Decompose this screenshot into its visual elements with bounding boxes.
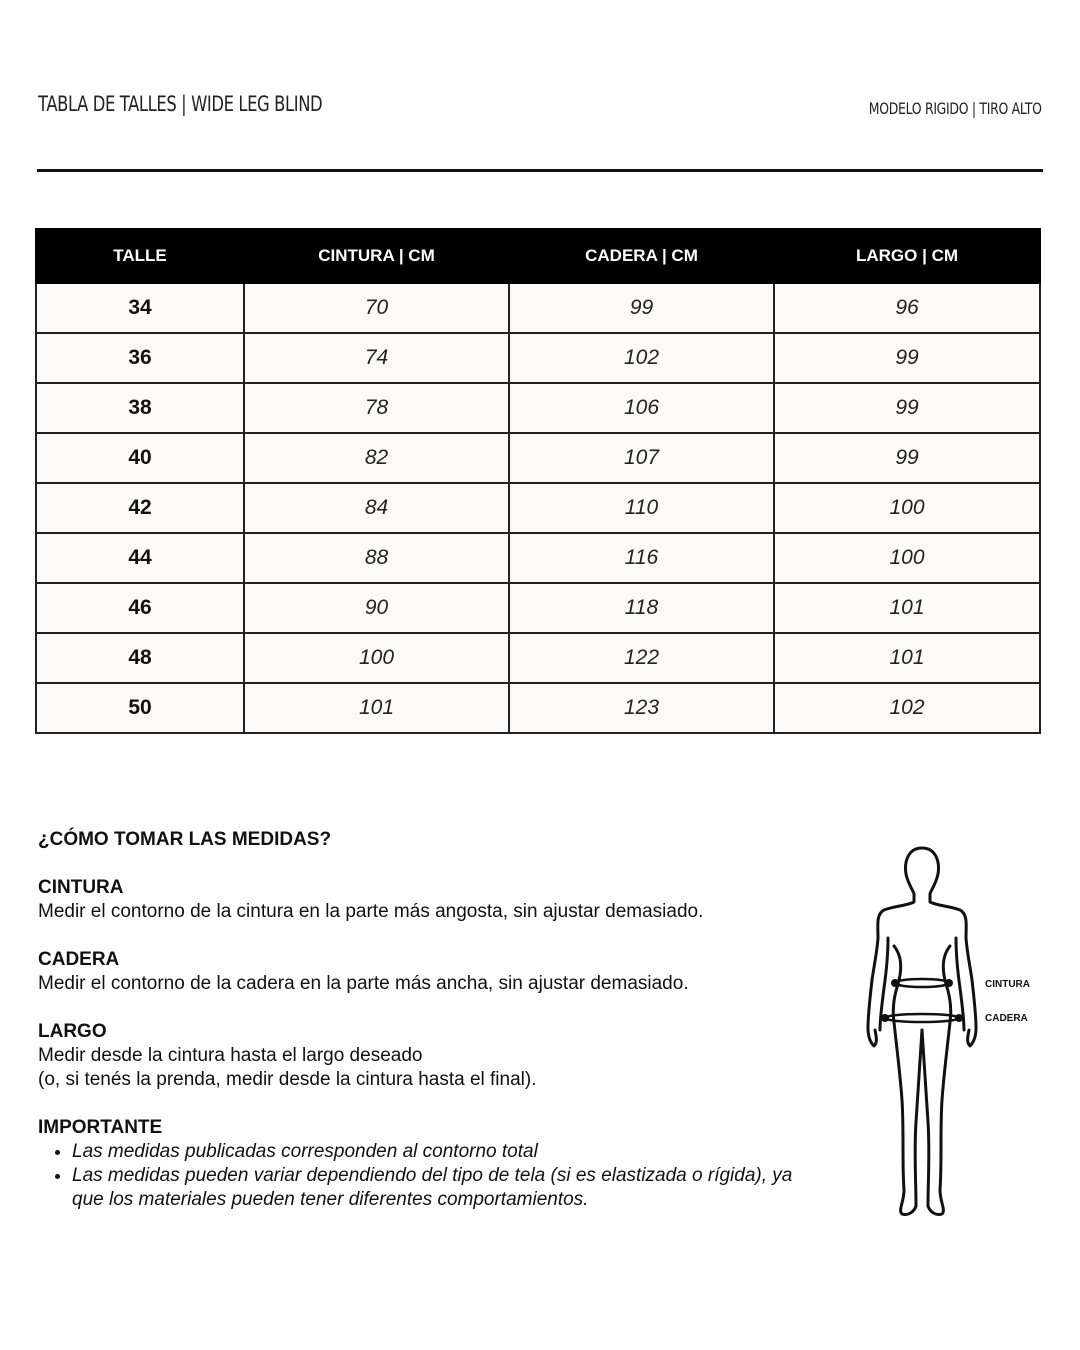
cintura-cell: 101 [244,683,509,733]
cintura-label: CINTURA [985,979,1030,990]
column-header-largo: LARGO | CM [774,229,1040,283]
measuring-instructions [38,828,828,1212]
list-item: • Las medidas pueden variar dependiendo del tipo de tela (si es elastizada o rígida), ya que los materiales pueden tener diferentes comportamientos. [72,1164,828,1212]
largo-cell: 100 [774,533,1040,583]
size-cell: 36 [36,333,244,383]
cadera-cell: 110 [509,483,774,533]
largo-section [38,1020,828,1092]
column-header-cintura: CINTURA | CM [244,229,509,283]
largo-cell: 99 [774,333,1040,383]
header-divider [37,169,1043,172]
table-row [36,533,1040,583]
cintura-text: Medir el contorno de la cintura en la parte más angosta, sin ajustar demasiado. [38,901,704,922]
table-row [36,433,1040,483]
size-cell: 38 [36,383,244,433]
importante-heading: IMPORTANTE [38,1117,163,1138]
list-item: • Las medidas publicadas corresponden al contorno total [72,1140,828,1164]
table-row [36,633,1040,683]
cadera-cell: 123 [509,683,774,733]
column-header-cadera: CADERA | CM [509,229,774,283]
cintura-cell: 74 [244,333,509,383]
largo-text-line-1: Medir desde la cintura hasta el largo deseado [38,1045,423,1066]
cintura-cell: 70 [244,283,509,333]
table-row [36,583,1040,633]
size-cell: 48 [36,633,244,683]
cintura-cell: 100 [244,633,509,683]
cadera-cell: 102 [509,333,774,383]
cadera-cell: 122 [509,633,774,683]
size-cell: 34 [36,283,244,333]
size-cell: 42 [36,483,244,533]
cintura-heading: CINTURA [38,877,124,898]
largo-cell: 99 [774,383,1040,433]
body-measurement-figure [858,842,1048,1222]
largo-cell: 96 [774,283,1040,333]
cintura-cell: 84 [244,483,509,533]
cadera-heading: CADERA [38,949,120,970]
cadera-cell: 106 [509,383,774,433]
cintura-cell: 88 [244,533,509,583]
largo-cell: 101 [774,633,1040,683]
instructions-title: ¿CÓMO TOMAR LAS MEDIDAS? [38,829,332,850]
cadera-text: Medir el contorno de la cadera en la parte más ancha, sin ajustar demasiado. [38,973,689,994]
table-row [36,483,1040,533]
size-table-header-row [36,229,1040,283]
cadera-section [38,948,828,996]
table-row [36,333,1040,383]
cintura-section [38,876,828,924]
largo-text-line-2: (o, si tenés la prenda, medir desde la cintura hasta el final). [38,1069,537,1090]
model-subtitle: MODELO RIGIDO | TIRO ALTO [869,99,1042,118]
cintura-cell: 78 [244,383,509,433]
table-row [36,283,1040,333]
size-table [35,228,1041,734]
cadera-label: CADERA [985,1013,1028,1024]
page-title: TABLA DE TALLES | WIDE LEG BLIND [38,92,323,116]
cadera-cell: 116 [509,533,774,583]
size-cell: 50 [36,683,244,733]
importante-list [38,1140,828,1212]
cadera-cell: 107 [509,433,774,483]
largo-cell: 99 [774,433,1040,483]
column-header-talle: TALLE [36,229,244,283]
largo-heading: LARGO [38,1021,107,1042]
largo-cell: 102 [774,683,1040,733]
largo-cell: 101 [774,583,1040,633]
cintura-cell: 90 [244,583,509,633]
cadera-cell: 118 [509,583,774,633]
size-cell: 44 [36,533,244,583]
largo-cell: 100 [774,483,1040,533]
table-row [36,683,1040,733]
cadera-cell: 99 [509,283,774,333]
body-measurement-icon [858,842,988,1222]
size-cell: 46 [36,583,244,633]
importante-section [38,1116,828,1212]
cintura-cell: 82 [244,433,509,483]
table-row [36,383,1040,433]
size-cell: 40 [36,433,244,483]
